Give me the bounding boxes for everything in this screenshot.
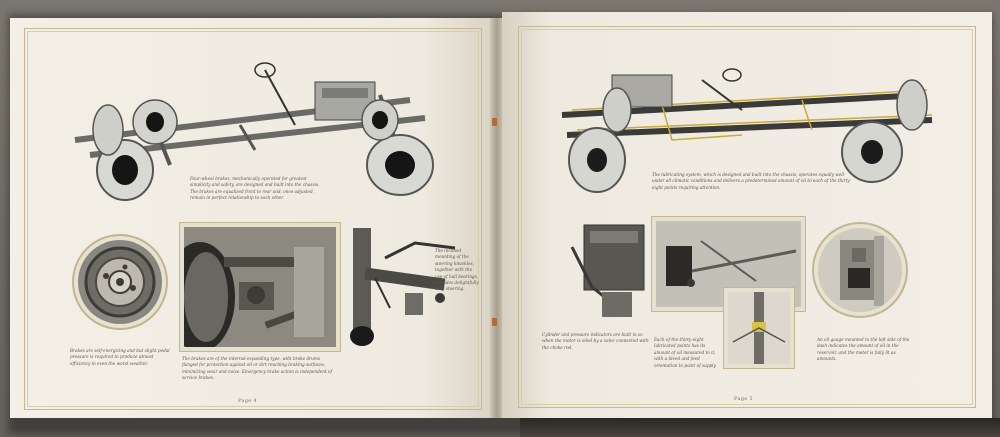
- brake-drum-photo: [78, 240, 162, 324]
- oil-feed-detail-photo: [724, 288, 794, 368]
- caption-cylinder-unit: Cylinder and pressure indicators are built in so when the motor is oiled by a valve connected with the choke rod.: [542, 332, 649, 350]
- binding-staple-bottom: [492, 318, 497, 326]
- underlying-book-edge: [520, 418, 1000, 437]
- caption-oil-gauge: An oil gauge mounted to the left side of the dash indicates the amount of oil in the reservoir, and the meter is fully lit as amounts.: [817, 337, 910, 362]
- caption-lubricated-points: Each of the thirty-eight lubricated points has its amount of oil measured to it, with a bleed and feed orientation to point of supply.: [654, 337, 717, 368]
- left-page-number: Page 4: [238, 398, 257, 404]
- right-page-number: Page 5: [734, 396, 753, 402]
- right-page: [502, 12, 992, 418]
- caption-steering: The inclined mounting of the steering knuckles, together with the use of ball bearings, provides delightfully easy steering.: [435, 248, 479, 292]
- caption-lubricating-system: The lubricating system, which is designed and built into the chassis, operates equally well under all climatic conditions and delivers a predetermined amount of oil to each of the thirty-eight points requiring attention.: [652, 172, 852, 190]
- oil-gauge-photo: [818, 228, 902, 312]
- internal-brake-photo: [180, 223, 340, 351]
- caption-internal-expanding: The brakes are of the internal-expanding type, with brake drums flanged for protection against oil or dirt reaching braking surfaces, minimizing wear and noise. Emergency brake action is independent of service brakes.: [182, 356, 333, 381]
- cylinder-unit-illustration: [562, 217, 650, 327]
- binding-staple-top: [492, 118, 497, 126]
- left-page: [10, 18, 494, 418]
- caption-chassis-brakes: Four-wheel brakes, mechanically operated for greatest simplicity and safety, are designed and built into the chassis. The brakes are equalized front to rear and, once adjusted, remain in perfect relationship to each other.: [190, 176, 320, 201]
- caption-self-energizing: Brakes are self-energizing and but slight pedal pressure is required to produce utmost efficiency in even the worst weather.: [70, 348, 170, 366]
